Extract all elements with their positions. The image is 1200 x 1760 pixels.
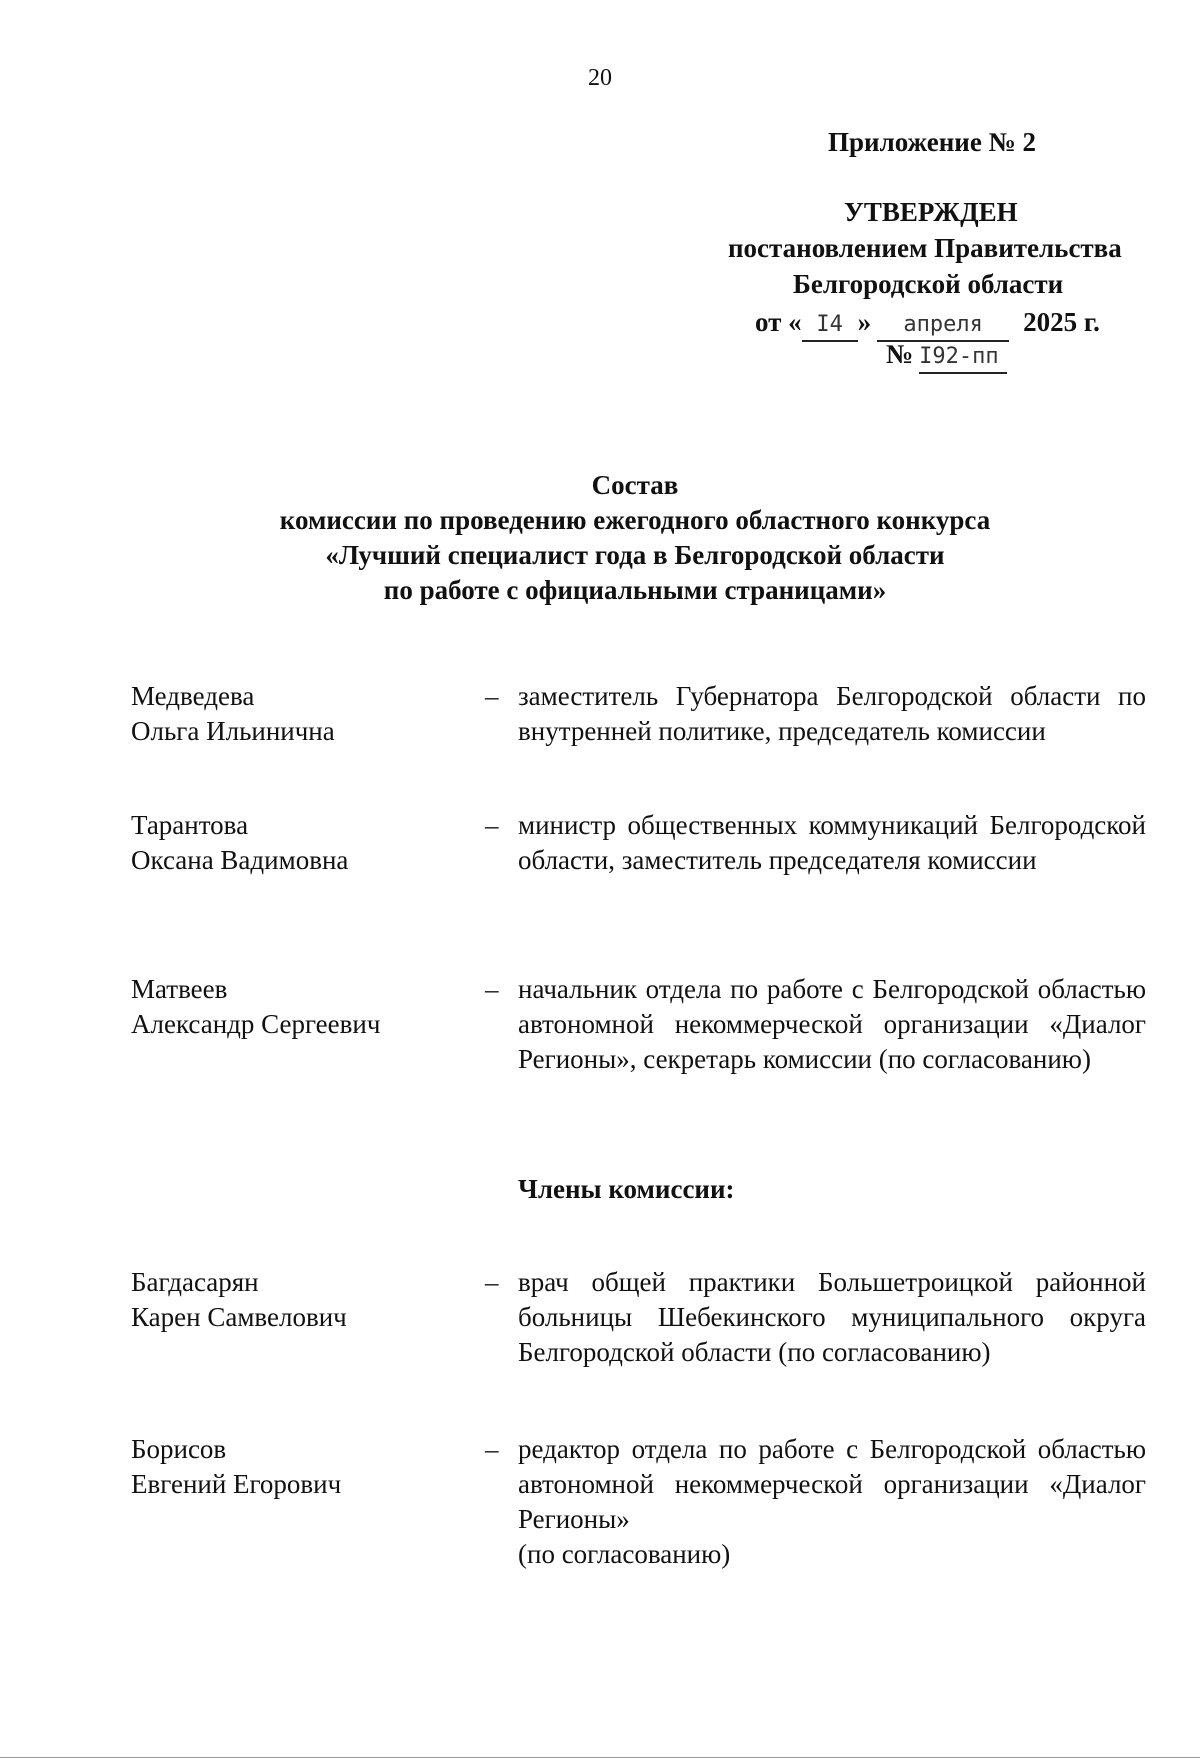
member-description: министр общественных коммуникаций Белгородской области, заместитель председателя комиссии — [518, 810, 1146, 875]
member-description: заместитель Губернатора Белгородской области по внутренней политике, председатель комиссии — [518, 681, 1146, 746]
member-description-note: (по согласованию) — [518, 1539, 731, 1569]
approval-line-resolution: постановлением Правительства — [728, 233, 1122, 263]
dash: – — [485, 1267, 499, 1297]
approval-line-region: Белгородской области — [793, 269, 1064, 299]
date-prefix: от « — [755, 307, 802, 337]
member-surname: Борисов — [131, 1434, 227, 1464]
member-surname: Тарантова — [131, 810, 249, 840]
title-line-2: комиссии по проведению ежегодного областного конкурса — [279, 505, 991, 535]
member-name — [131, 1432, 461, 1502]
member-given-names: Карен Самвелович — [131, 1302, 347, 1332]
member-name — [131, 1265, 461, 1335]
date-mid: » — [857, 307, 872, 337]
member-given-names: Евгений Егорович — [131, 1469, 342, 1499]
date-day-field: I4 — [802, 310, 858, 342]
date-year: 2025 г. — [1023, 307, 1100, 337]
member-description-main: редактор отдела по работе с Белгородской областью автономной некоммерческой организации «Диалог Регионы» — [518, 1434, 1146, 1534]
title-line-1: Состав — [591, 470, 679, 500]
dash: – — [485, 1434, 499, 1464]
member-name — [131, 808, 461, 878]
document-title — [0, 468, 1200, 608]
annex-label: Приложение № 2 — [828, 127, 1036, 157]
page-bottom-edge — [0, 1757, 1200, 1758]
approved-heading: УТВЕРЖДЕН — [844, 197, 1018, 227]
member-surname: Багдасарян — [131, 1267, 259, 1297]
member-name — [131, 972, 461, 1042]
member-description — [518, 1432, 1146, 1572]
member-name — [131, 679, 461, 749]
dash: – — [485, 810, 499, 840]
member-description: врач общей практики Большетроицкой районной больницы Шебекинского муниципального округа Белгородской области (по согласованию) — [518, 1267, 1146, 1367]
member-description: начальник отдела по работе с Белгородской областью автономной некоммерческой организации «Диалог Регионы», секретарь комиссии (по согласованию) — [518, 974, 1146, 1074]
member-surname: Медведева — [131, 681, 255, 711]
number-prefix: № — [886, 339, 914, 369]
title-line-3: «Лучший специалист года в Белгородской области — [325, 540, 945, 570]
approval-number-line — [886, 336, 1007, 374]
page-number: 20 — [588, 65, 612, 91]
member-surname: Матвеев — [131, 974, 228, 1004]
dash: – — [485, 974, 499, 1004]
date-month-field: апреля — [877, 310, 1009, 342]
number-field: I92-пп — [919, 342, 1007, 374]
member-given-names: Оксана Вадимовна — [131, 845, 349, 875]
member-given-names: Александр Сергеевич — [131, 1009, 381, 1039]
members-heading: Члены комиссии: — [518, 1174, 735, 1204]
dash: – — [485, 681, 499, 711]
member-given-names: Ольга Ильинична — [131, 716, 335, 746]
title-line-4: по работе с официальными страницами» — [383, 575, 887, 605]
